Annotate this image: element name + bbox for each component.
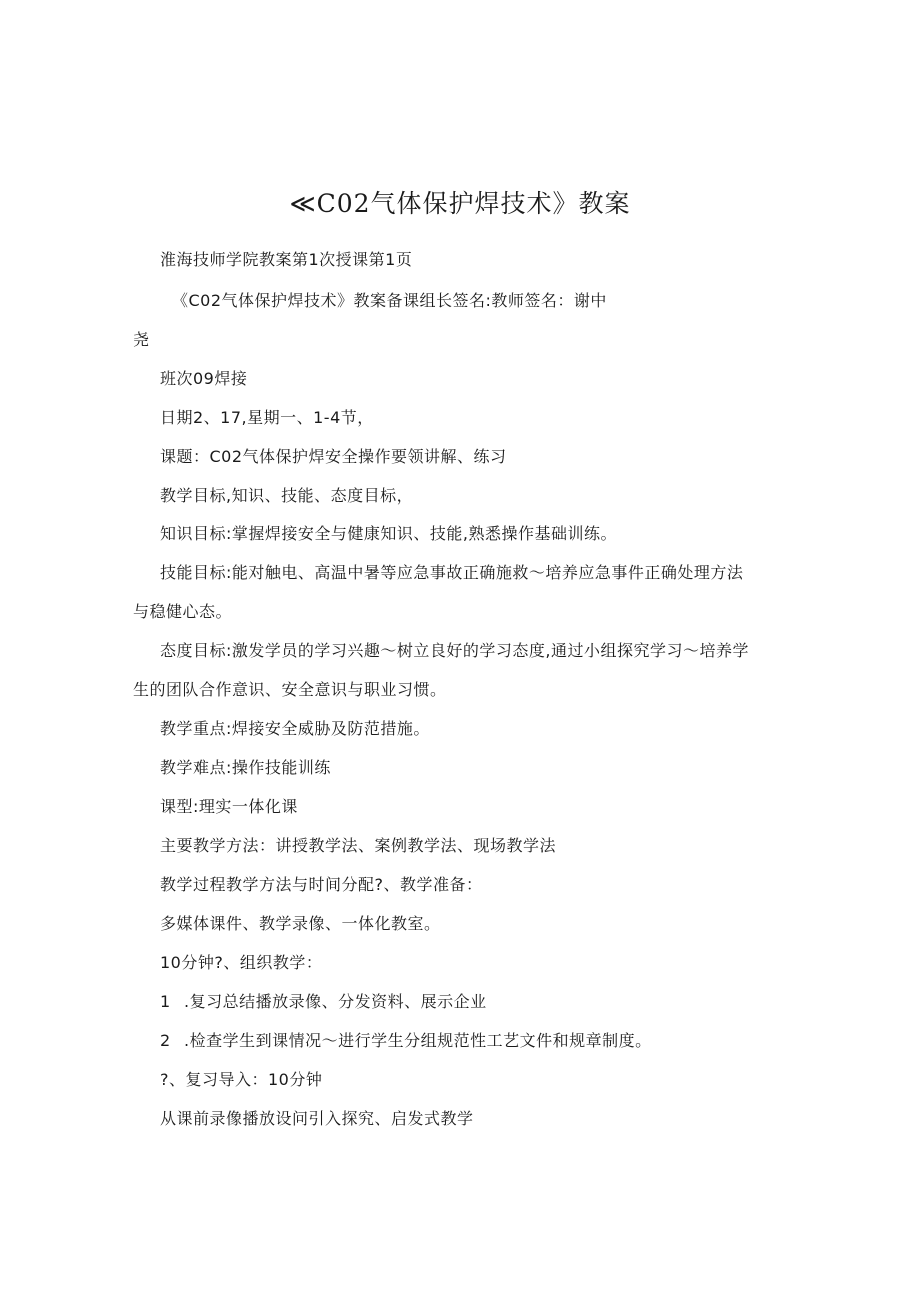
header-line: 淮海技师学院教案第1次授课第1页: [160, 250, 413, 269]
class-line: 班次09焊接: [160, 369, 248, 388]
lesson-type: 课型:理实一体化课: [160, 797, 298, 816]
list-item: [160, 1029, 652, 1053]
list-item-number: 2: [160, 1031, 171, 1050]
attitude-goal: 态度目标:激发学员的学习兴趣～树立良好的学习态度,通过小组探究学习～培养学: [160, 641, 749, 660]
list-item-number: 1: [160, 992, 171, 1011]
topic-line: 课题：C02气体保护焊安全操作要领讲解、练习: [160, 447, 507, 466]
signature-line-continued: 尧: [133, 330, 150, 349]
date-line: 日期2、17,星期一、1-4节，: [160, 408, 374, 427]
document-title: ≪C02气体保护焊技术》教案: [289, 189, 631, 218]
key-point: 教学重点:焊接安全威胁及防范措施。: [160, 719, 430, 738]
attitude-goal-continued: 生的团队合作意识、安全意识与职业习惯。: [133, 680, 447, 699]
skill-goal: 技能目标:能对触电、高温中暑等应急事故正确施救～培养应急事件正确处理方法: [160, 563, 744, 582]
organize-line: 10分钟?、组织教学：: [160, 953, 323, 972]
knowledge-goal: 知识目标:掌握焊接安全与健康知识、技能,熟悉操作基础训练。: [160, 524, 617, 543]
review-line: ?、复习导入：10分钟: [160, 1070, 323, 1089]
list-item-text: .复习总结播放录像、分发资料、展示企业: [184, 992, 487, 1011]
difficulty: 教学难点:操作技能训练: [160, 758, 331, 777]
materials-line: 多媒体课件、教学录像、一体化教室。: [160, 914, 441, 933]
intro-line: 从课前录像播放设问引入探究、启发式教学: [160, 1109, 474, 1128]
goals-line: 教学目标,知识、技能、态度目标，: [160, 486, 414, 505]
teaching-methods: 主要教学方法：讲授教学法、案例教学法、现场教学法: [160, 836, 557, 855]
list-item-text: .检查学生到课情况～进行学生分组规范性工艺文件和规章制度。: [184, 1031, 652, 1050]
signature-line: 《C02气体保护焊技术》教案备课组长签名:教师签名：谢中: [172, 291, 607, 310]
process-line: 教学过程教学方法与时间分配?、教学准备：: [160, 875, 483, 894]
list-item: [160, 990, 487, 1014]
skill-goal-continued: 与稳健心态。: [133, 602, 233, 621]
